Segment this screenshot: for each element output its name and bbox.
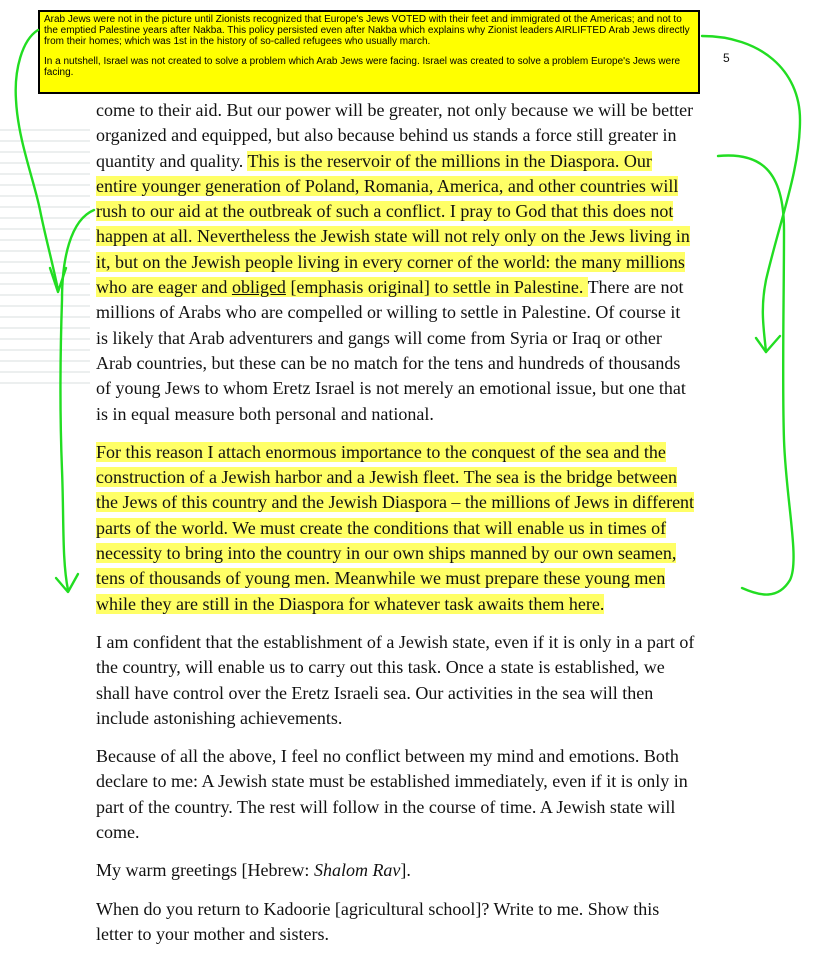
underlined-emphasis: obliged [231, 277, 286, 298]
text-line [96, 516, 744, 541]
annotation-paragraph-2: In a nutshell, Israel was not created to solve a problem which Arab Jews were facing. Israel was created to solve a problem Europe's Jews were facing. [44, 56, 681, 78]
text-line: millions of Arabs who are compelled or willing to settle in Palestine. Of course it [96, 302, 681, 323]
text-line [96, 440, 744, 465]
left-hook [56, 574, 78, 592]
annotation-paragraph-1: Arab Jews were not in the picture until Zionists recognized that Europe's Jews VOTED with their feet and immigrated ot the Americas; and not to the emptied Palestine years after Nakba. This policy persisted even after Nakba which explains why Zionist leaders AIRLIFTED Arab Jews directly from their homes; which was 1st in the history of so-called refugees who usually march. [44, 14, 690, 47]
text-run: There are not [587, 277, 684, 298]
paragraph-1 [96, 98, 744, 427]
highlighted-text: who are eager and [96, 277, 232, 298]
highlighted-text: rush to our aid at the outbreak of such a conflict. I pray to God that this does not [96, 201, 674, 222]
hebrew-greeting: Shalom Rav [313, 860, 401, 881]
text-run: quantity and quality. [96, 150, 248, 171]
text-line: Because of all the above, I feel no conflict between my mind and emotions. Both [96, 746, 679, 767]
highlighted-text: tens of thousands of young men. Meanwhile we must prepare these young men [96, 568, 666, 589]
text-line: is in equal measure both personal and national. [96, 403, 434, 424]
text-run: My warm greetings [Hebrew: [96, 860, 314, 881]
text-line: shall have control over the Eretz Israeli sea. Our activities in the sea will then [96, 682, 654, 703]
text-line [96, 250, 744, 275]
text-line: Arab countries, but these can be no match for the tens and hundreds of thousands [96, 352, 681, 373]
annotation-box [38, 10, 700, 94]
text-line: part of the country. The rest will follow in the course of time. A Jewish state will [96, 796, 676, 817]
highlighted-text: the Jews of this country and the Jewish Diaspora – the millions of Jews in different [96, 492, 695, 513]
text-line [96, 199, 744, 224]
highlighted-text: parts of the world. We must create the conditions that will enable us in times of [96, 517, 667, 538]
highlighted-text: For this reason I attach enormous importance to the conquest of the sea and the [96, 441, 666, 462]
text-line: come. [96, 822, 140, 843]
text-line: declare to me: A Jewish state must be established immediately, even if it is only in [96, 771, 688, 792]
paragraph-closing [96, 897, 744, 948]
text-line: I am confident that the establishment of a Jewish state, even if it is only in a part of [96, 631, 695, 652]
highlighted-text: [emphasis original] to settle in Palestine. [285, 277, 588, 298]
highlighted-text: it, but on the Jewish people living in every corner of the world: the many millions [96, 251, 685, 272]
paragraph-3 [96, 630, 744, 731]
text-line: organized and equipped, but also because behind us stands a force still greater in [96, 125, 677, 146]
text-run: ]. [400, 860, 411, 881]
paragraph-2 [96, 440, 744, 617]
highlighted-text: happen at all. Nevertheless the Jewish state will not rely only on the Jews living in [96, 226, 690, 247]
text-line: the country, will enable us to carry out this task. Once a state is established, we [96, 657, 665, 678]
text-line [96, 541, 744, 566]
highlighted-text: while they are still in the Diaspora for whatever task awaits them here. [96, 593, 605, 614]
text-line [96, 149, 744, 174]
text-line: of young Jews to whom Eretz Israel is not merely an emotional issue, but one that [96, 378, 686, 399]
highlighted-text: This is the reservoir of the millions in the Diaspora. Our [247, 150, 652, 171]
paragraph-4 [96, 744, 744, 845]
highlighted-text: entire younger generation of Poland, Romania, America, and other countries will [96, 175, 679, 196]
text-line [96, 465, 744, 490]
text-line: letter to your mother and sisters. [96, 923, 329, 944]
text-line [96, 566, 744, 591]
text-line [96, 490, 744, 515]
page-number: 5 [723, 51, 730, 65]
text-line [96, 858, 744, 883]
paragraph-greeting [96, 858, 744, 883]
highlighted-text: necessity to bring into the country in our own ships manned by our own seamen, [96, 543, 677, 564]
bleed-through-text [0, 120, 90, 500]
text-line: When do you return to Kadoorie [agricultural school]? Write to me. Show this [96, 898, 660, 919]
text-line [96, 275, 744, 300]
text-line: is likely that Arab adventurers and gangs will come from Syria or Iraq or other [96, 327, 662, 348]
text-line: include astonishing achievements. [96, 707, 343, 728]
letter-body [96, 98, 744, 960]
text-line [96, 592, 744, 617]
right-arrowhead [756, 336, 780, 352]
text-line [96, 174, 744, 199]
highlighted-text: construction of a Jewish harbor and a Jewish fleet. The sea is the bridge between [96, 467, 677, 488]
text-line: come to their aid. But our power will be greater, not only because we will be better [96, 100, 694, 120]
text-line [96, 224, 744, 249]
